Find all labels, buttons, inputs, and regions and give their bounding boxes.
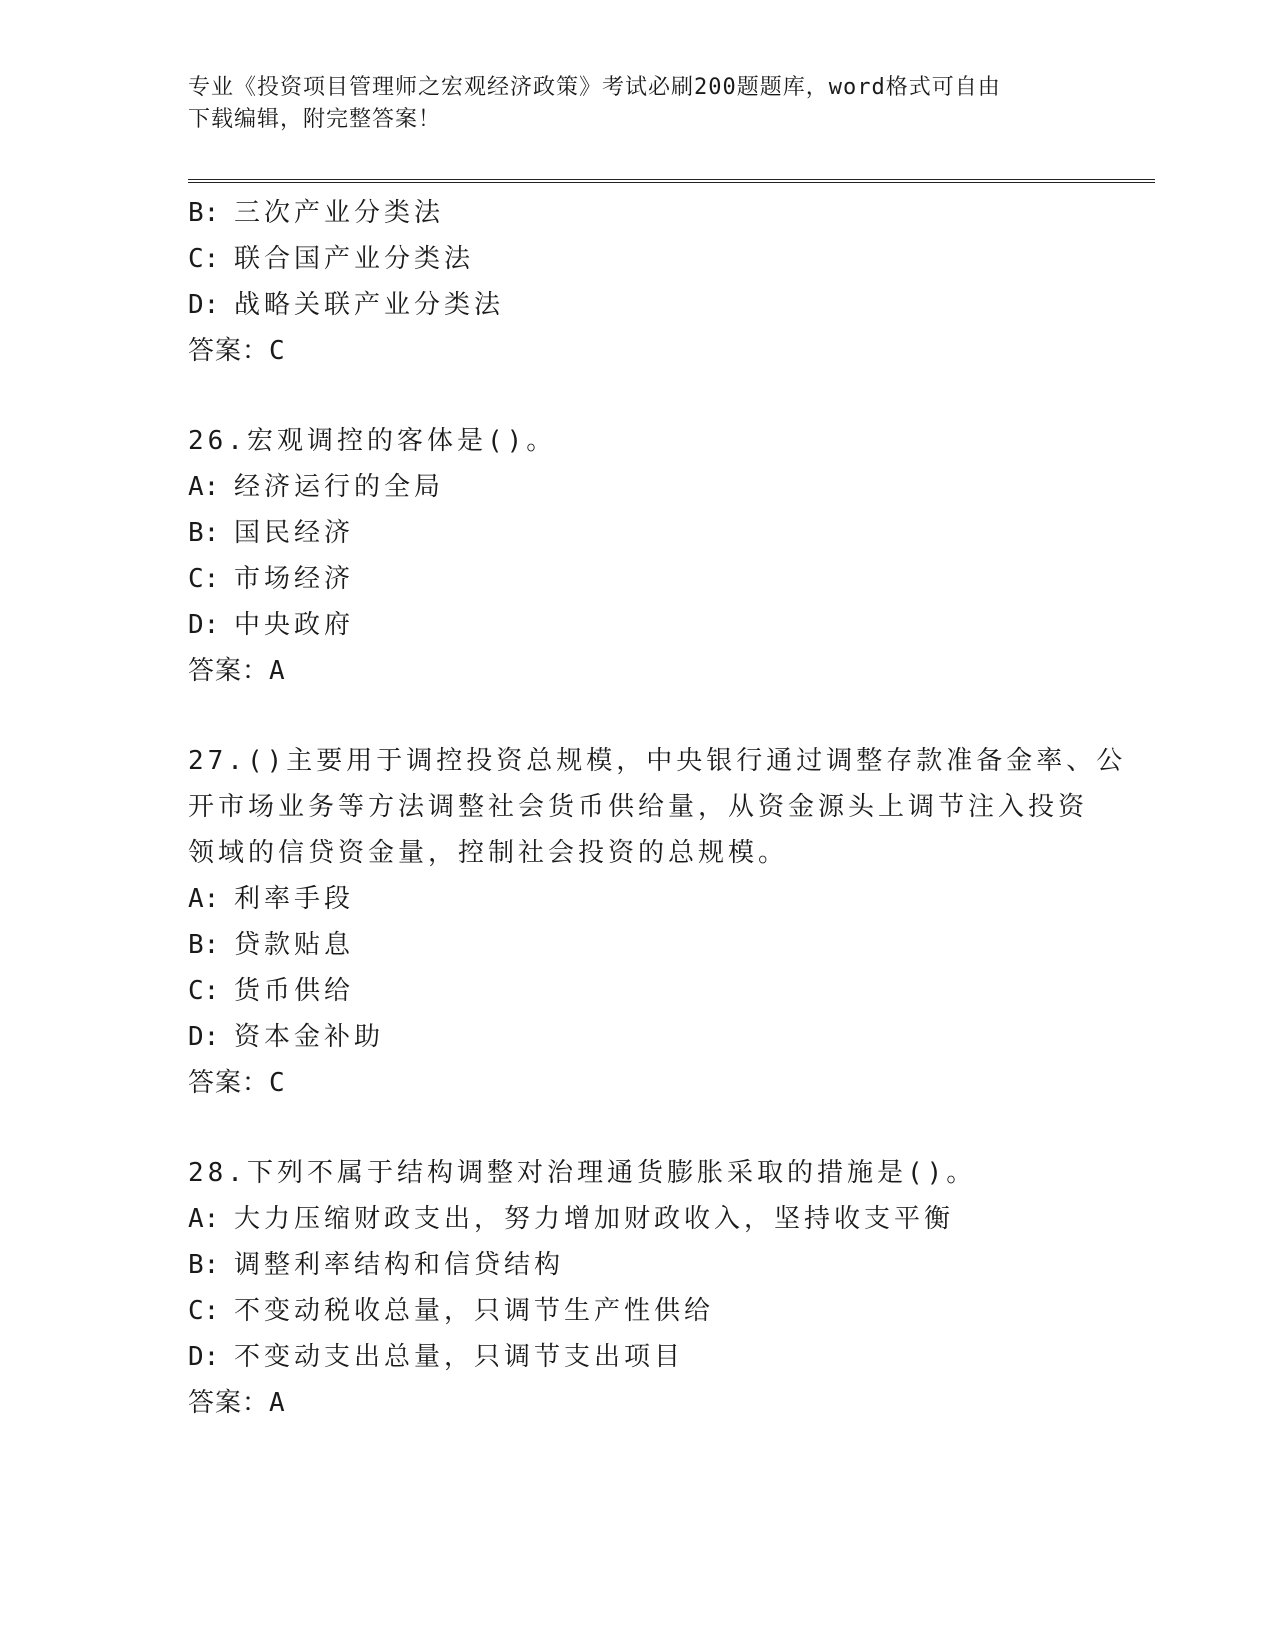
question-26-block — [188, 418, 1088, 694]
option-key: A: — [188, 1204, 220, 1234]
header-divider — [188, 179, 1155, 183]
option-line — [188, 876, 1088, 922]
option-line — [188, 464, 1088, 510]
header-line-1: 专业《投资项目管理师之宏观经济政策》考试必刷200题题库，word格式可自由 — [188, 75, 1001, 100]
answer-line: 答案：A — [188, 1388, 286, 1418]
option-key: D: — [188, 610, 220, 640]
option-line — [188, 1334, 1088, 1380]
option-text: 资本金补助 — [234, 1022, 385, 1052]
question-stem: 26.宏观调控的客体是()。 — [188, 426, 557, 456]
option-key: D: — [188, 290, 220, 320]
option-text: 战略关联产业分类法 — [234, 290, 505, 320]
option-line — [188, 282, 1088, 328]
option-key: C: — [188, 1296, 220, 1326]
option-line — [188, 922, 1088, 968]
option-line — [188, 602, 1088, 648]
question-stem: 28.下列不属于结构调整对治理通货膨胀采取的措施是()。 — [188, 1158, 977, 1188]
option-key: C: — [188, 976, 220, 1006]
option-key: C: — [188, 244, 220, 274]
question-stem: 领域的信贷资金量，控制社会投资的总规模。 — [188, 838, 789, 868]
option-key: C: — [188, 564, 220, 594]
option-line — [188, 510, 1088, 556]
option-text: 不变动税收总量，只调节生产性供给 — [234, 1296, 715, 1326]
option-line — [188, 190, 1088, 236]
spacer — [188, 694, 1088, 738]
option-key: D: — [188, 1342, 220, 1372]
document-header — [188, 72, 1088, 136]
option-key: B: — [188, 518, 220, 548]
spacer — [188, 374, 1088, 418]
option-text: 国民经济 — [234, 518, 355, 548]
option-key: B: — [188, 930, 220, 960]
header-line-2: 下载编辑，附完整答案！ — [188, 107, 442, 132]
option-line — [188, 1242, 1088, 1288]
option-key: A: — [188, 472, 220, 502]
option-text: 大力压缩财政支出，努力增加财政收入，坚持收支平衡 — [234, 1204, 955, 1234]
answer-line: 答案：C — [188, 336, 286, 366]
option-line — [188, 556, 1088, 602]
question-25-block — [188, 190, 1088, 374]
option-text: 经济运行的全局 — [234, 472, 445, 502]
option-text: 市场经济 — [234, 564, 355, 594]
option-line — [188, 1014, 1088, 1060]
option-key: B: — [188, 198, 220, 228]
option-text: 三次产业分类法 — [234, 198, 445, 228]
option-text: 调整利率结构和信贷结构 — [234, 1250, 565, 1280]
question-stem: 开市场业务等方法调整社会货币供给量，从资金源头上调节注入投资 — [188, 792, 1089, 822]
spacer — [188, 1106, 1088, 1150]
question-27-block — [188, 738, 1127, 1106]
option-text: 中央政府 — [234, 610, 355, 640]
option-key: D: — [188, 1022, 220, 1052]
option-text: 联合国产业分类法 — [234, 244, 475, 274]
option-line — [188, 236, 1088, 282]
option-text: 贷款贴息 — [234, 930, 355, 960]
option-key: A: — [188, 884, 220, 914]
option-text: 不变动支出总量，只调节支出项目 — [234, 1342, 685, 1372]
option-line — [188, 1196, 1088, 1242]
option-key: B: — [188, 1250, 220, 1280]
answer-line: 答案：A — [188, 656, 286, 686]
answer-line: 答案：C — [188, 1068, 286, 1098]
option-line — [188, 968, 1088, 1014]
option-line — [188, 1288, 1088, 1334]
option-text: 利率手段 — [234, 884, 355, 914]
question-list — [188, 190, 1127, 1426]
question-stem: 27.()主要用于调控投资总规模，中央银行通过调整存款准备金率、公 — [188, 746, 1127, 776]
option-text: 货币供给 — [234, 976, 355, 1006]
question-28-block — [188, 1150, 1088, 1426]
